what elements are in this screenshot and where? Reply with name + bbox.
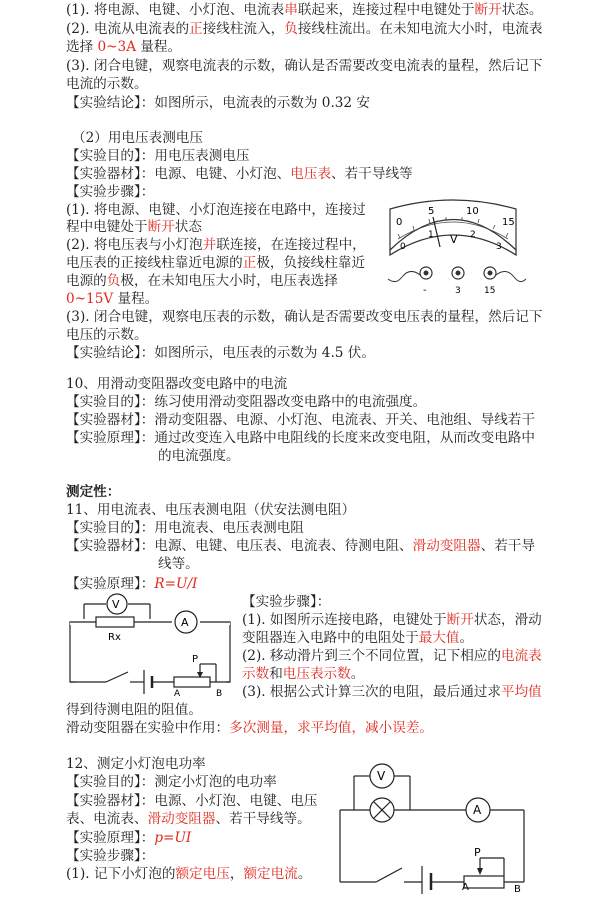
endpoint-label: A: [462, 882, 469, 893]
text-line: 电压的示数。: [66, 327, 148, 343]
text-line: (1). 将电源、电键、小灯泡连接在电路中，连接过: [66, 202, 366, 218]
unit-label: V: [450, 233, 458, 246]
scale-label: 10: [466, 206, 479, 217]
scale-label: 2: [470, 230, 476, 240]
text-line: (3). 闭合电键，观察电压表的示数，确认是否需要改变电压表的量程，然后记下: [66, 309, 543, 325]
endpoint-label: B: [514, 884, 521, 895]
ammeter-label: A: [473, 803, 482, 817]
text-line: (3). 根据公式计算三次的电阻，最后通过求平均值: [242, 684, 542, 700]
text-line: 【实验器材】：电源、电键、电压表、电流表、待测电阻、滑动变阻器、若干导: [66, 538, 535, 554]
text-line: 【实验目的】：练习使用滑动变阻器改变电路中的电流强度。: [66, 394, 427, 410]
text-line: (3). 闭合电键，观察电流表的示数，确认是否需要改变电流表的量程，然后记下: [66, 58, 543, 74]
endpoint-label: A: [174, 689, 181, 699]
text-line: 【实验原理】：通过改变连入电路中电阻线的长度来改变电阻，从而改变电路中: [66, 430, 535, 446]
scale-label: 0: [396, 217, 403, 228]
text-line: 【实验结论】：如图所示，电流表的示数为 0.32 安: [66, 95, 370, 111]
text-line: (2). 电流从电流表的正接线柱流入，负接线柱流出。在未知电流大小时，电流表: [66, 21, 543, 37]
section-title: （2）用电压表测电压: [72, 130, 203, 146]
text-line: 【实验原理】：p=UI: [66, 830, 192, 846]
slider-label: P: [192, 654, 199, 665]
text-line: (2). 移动滑片到三个不同位置，记下相应的电流表: [242, 648, 542, 664]
text-line: 【实验目的】：用电压表测电压: [66, 148, 250, 164]
text-line: 电源的负极，在未知电压大小时，电压表选择: [66, 273, 338, 289]
text-line: 【实验器材】：电源、电键、小灯泡、电压表、若干导线等: [66, 166, 413, 182]
voltmeter-label: V: [112, 598, 120, 611]
text-line: 滑动变阻器在实验中作用：多次测量，求平均值，减小误差。: [66, 720, 434, 736]
rheostat-icon: [174, 677, 210, 687]
rheostat-icon: [464, 876, 504, 888]
section-title: 11、用电流表、电压表测电阻（伏安法测电阻）: [66, 502, 356, 518]
text-line: 线等。: [158, 556, 199, 572]
text-line: 变阻器连入电路中的电阻处于最大值。: [242, 630, 474, 646]
scale-label: 5: [428, 206, 435, 217]
text-line: 【实验步骤】：: [66, 848, 155, 864]
text-line: 的电流强度。: [158, 448, 240, 464]
text-line: 程中电键处于断开状态: [66, 219, 202, 235]
resistor-label: Rx: [108, 632, 121, 643]
text-line: 【实验原理】：R=U/I: [66, 576, 198, 592]
scale-label: 15: [502, 217, 515, 228]
text-line: 电压表的正接线柱靠近电源的正极，负接线柱靠近: [66, 255, 366, 271]
text-line: (1). 记下小灯泡的额定电压，额定电流。: [66, 866, 312, 882]
text-line: (1). 将电源、电键、小灯泡、电流表串联起来，连接过程中电键处于断开状态。: [66, 2, 543, 18]
text-line: 电流的示数。: [66, 76, 148, 92]
lamp-power-circuit-diagram: [330, 766, 530, 894]
text-line: 【实验结论】：如图所示，电压表的示数为 4.5 伏。: [66, 345, 375, 361]
text-line: 【实验目的】：测定小灯泡的电功率: [66, 774, 277, 790]
voltmeter-dial-figure: [378, 195, 528, 300]
text-line: 表、电流表、滑动变阻器、若干导线等。: [66, 811, 311, 827]
terminal-label: -: [423, 285, 427, 296]
switch-icon: [376, 868, 402, 882]
section-title: 10、用滑动变阻器改变电路中的电流: [66, 376, 288, 392]
text-line: 选择 0~3A 量程。: [66, 39, 182, 55]
slider-label: P: [474, 846, 481, 859]
text-line: (2). 将电压表与小灯泡并联连接，在连接过程中，: [66, 237, 366, 253]
terminal-label: 15: [484, 286, 496, 296]
ammeter-label: A: [181, 616, 189, 629]
scale-label: 3: [496, 242, 502, 252]
text-line: 【实验步骤】：: [242, 594, 331, 610]
text-line: (1). 如图所示连接电路，电键处于断开状态，滑动: [242, 612, 542, 628]
endpoint-label: B: [216, 689, 223, 699]
text-line: 【实验器材】：滑动变阻器、电源、小灯泡、电流表、开关、电池组、导线若干: [66, 412, 535, 428]
text-line: 【实验器材】：电源、小灯泡、电键、电压: [66, 793, 318, 809]
section-heading: 测定性：: [66, 484, 121, 500]
resistor-rx-icon: [96, 617, 134, 627]
voltmeter-label: V: [377, 769, 386, 783]
text-line: 示数和电压表示数。: [242, 666, 365, 682]
text-line: 得到待测电阻的阻值。: [66, 702, 202, 718]
scale-label: 1: [428, 230, 434, 240]
terminal-label: 3: [455, 286, 461, 296]
text-line: 【实验步骤】：: [66, 184, 155, 200]
voltammetry-circuit-diagram: [66, 592, 238, 699]
text-line: 0~15V 量程。: [66, 291, 159, 307]
section-title: 12、测定小灯泡电功率: [66, 756, 206, 772]
scale-label: 0: [400, 242, 406, 252]
text-line: 【实验目的】：用电流表、电压表测电阻: [66, 520, 304, 536]
